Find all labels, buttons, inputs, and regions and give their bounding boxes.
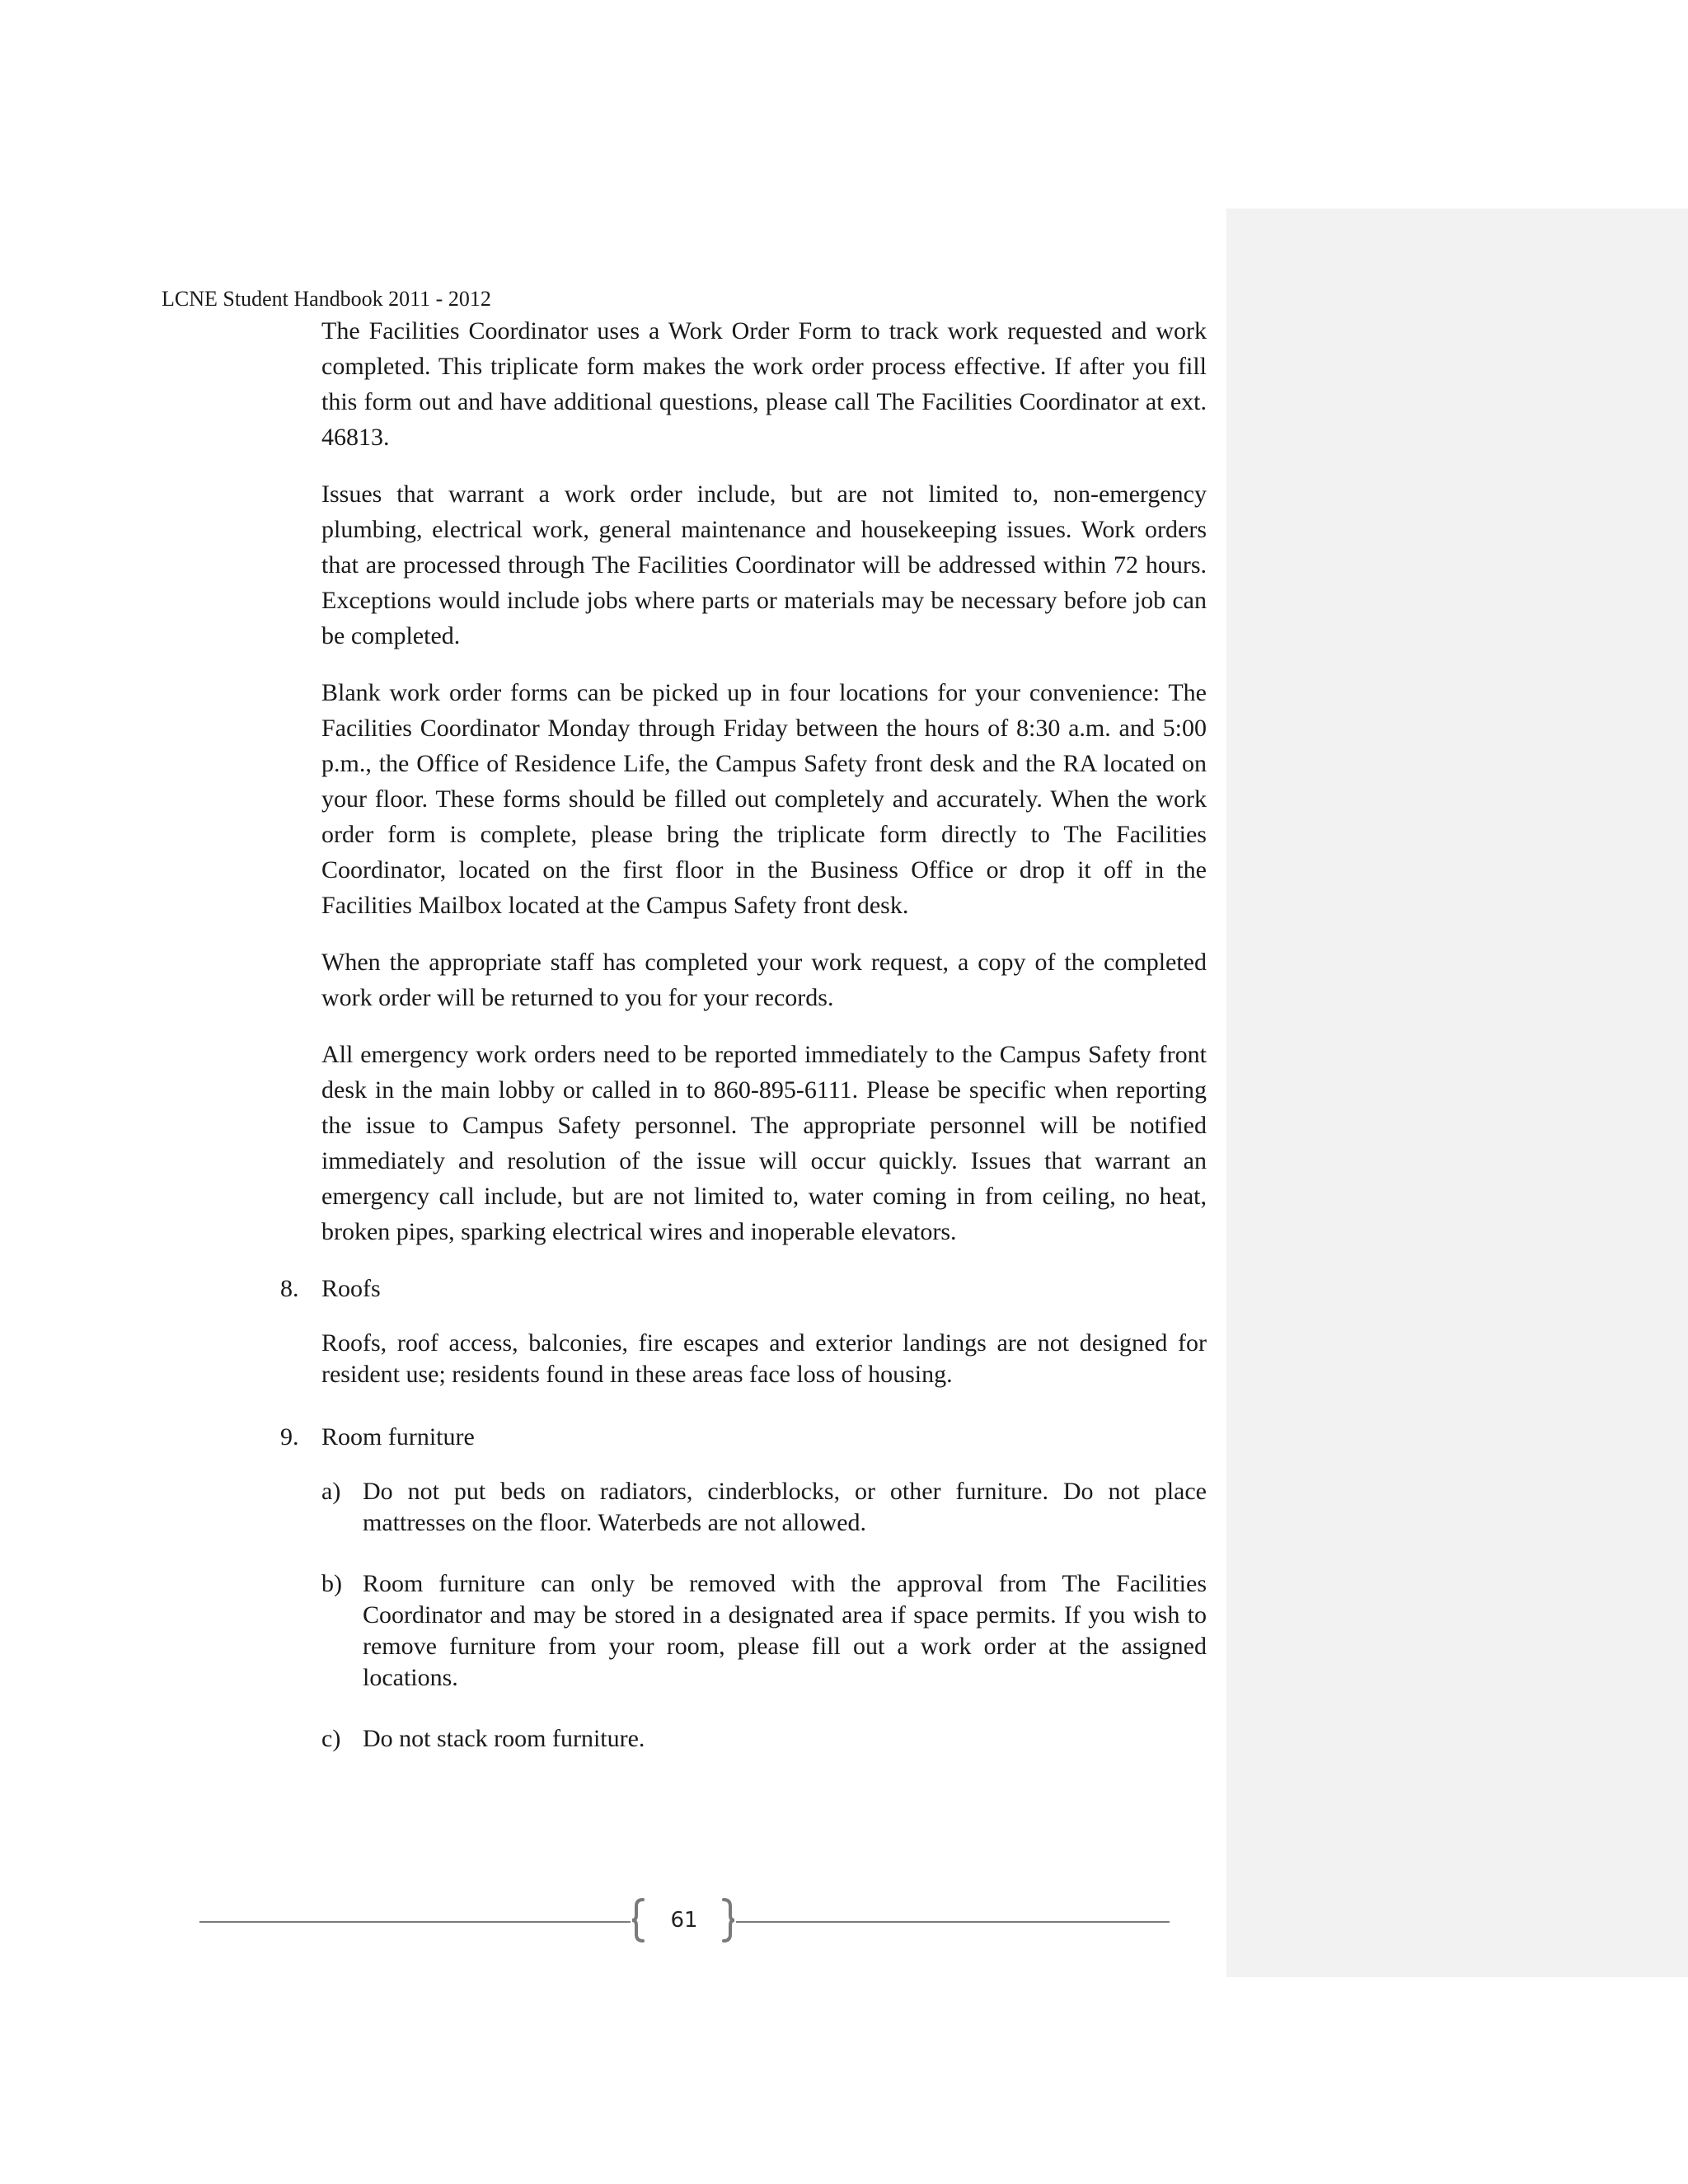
list-item-text: Room furniture can only be removed with the approval from The Facilities Coordinator and may be stored in a designated area if space permits. If you wish to remove furniture from your room, please fill out a work order at the assigned locations. [363,1570,1207,1691]
list-item-text: Do not put beds on radiators, cinderblocks, or other furniture. Do not place mattresses on the floor. Waterbeds are not allowed. [363,1478,1207,1536]
list-item [321,1568,1207,1694]
section-number: 8. [280,1275,299,1302]
paragraph-emergency-orders: All emergency work orders need to be reported immediately to the Campus Safety front desk in the main lobby or called in to 860-895-6111. Please be specific when reporting the issue to Campus Safety personnel. The appropriate personnel will be notified immediately and resolution of the issue will occur quickly. Issues that warrant an emergency call include, but are not limited to, water coming in from ceiling, no heat, broken pipes, sparking electrical wires and inoperable elevators. [321,1041,1207,1245]
running-header: LCNE Student Handbook 2011 - 2012 [162,287,491,311]
section-heading-room-furniture [280,1419,1207,1455]
page-number: 61 [670,1908,698,1933]
list-marker: c) [321,1725,341,1752]
paragraph-work-order-form: The Facilities Coordinator uses a Work Order Form to track work requested and work completed. This triplicate form makes the work order process effective. If after you fill this form out and have additional questions, please call The Facilities Coordinator at ext. 46813. [321,317,1207,451]
footer-rule-right [736,1921,1170,1923]
footer-rule-left [199,1921,631,1923]
paragraph-work-order-issues: Issues that warrant a work order include, but are not limited to, non-emergency plumbing, electrical work, general maintenance and housekeeping issues. Work orders that are processed through The Facilities Coordinator will be addressed within 72 hours. Exceptions would include jobs where parts or materials may be necessary before job can be completed. [321,480,1207,649]
section-title: Room furniture [321,1423,475,1451]
section-body-roofs: Roofs, roof access, balconies, fire escapes and exterior landings are not designed for resident use; residents found in these areas face loss of housing. [321,1329,1207,1388]
list-item [321,1723,1207,1755]
section-title: Roofs [321,1275,381,1302]
section-heading-roofs [280,1271,1207,1306]
list-item [321,1476,1207,1539]
section-number: 9. [280,1423,299,1451]
left-brace-icon [630,1898,648,1943]
list-item-text: Do not stack room furniture. [363,1725,645,1752]
comment-pane [1226,209,1688,1977]
paragraph-blank-forms: Blank work order forms can be picked up in four locations for your convenience: The Facilities Coordinator Monday through Friday between the hours of 8:30 a.m. and 5:00 p.m., the Office of Residence Life, the Campus Safety front desk and the RA located on your floor. These forms should be filled out completely and accurately. When the work order form is complete, please bring the triplicate form directly to The Facilities Coordinator, located on the first floor in the Business Office or drop it off in the Facilities Mailbox located at the Campus Safety front desk. [321,679,1207,919]
paragraph-completed-request: When the appropriate staff has completed your work request, a copy of the completed work order will be returned to you for your records. [321,949,1207,1011]
document-body [280,313,1207,1784]
list-marker: b) [321,1570,342,1597]
right-brace-icon [719,1898,737,1943]
list-marker: a) [321,1478,341,1505]
